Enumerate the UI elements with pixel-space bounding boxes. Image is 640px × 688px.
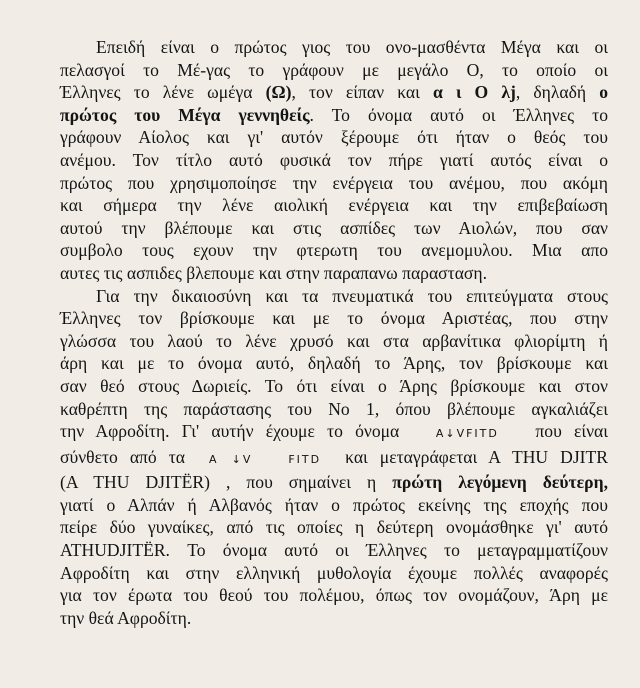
p1-line-8: και σήμερα την λένε αιολική ενέργεια και την επιβεβαίωση (60, 195, 608, 216)
p1-line-10: συμβολο τους εχουν την φτερωτη του ανεμομυλου. Μια απο (60, 240, 608, 261)
p2-line-7-end: που είναι (535, 421, 609, 442)
ancient-script-name: A↓VFITD (435, 427, 499, 441)
p1-line-6: ανέμου. Τον τίτλο αυτό φυσικά τον πήρε γιατί αυτός είναι ο (60, 149, 608, 170)
reverse-side-bleed-bottom (170, 664, 640, 688)
p2-line-2: Έλληνες τον βρίσκουμε και με το όνομα Αριστέας, που στην (60, 308, 608, 329)
p1-after-aoli: , δηλαδή (515, 82, 600, 103)
p2-line-5: σαν θεό στους Δωριείς. Το ότι είναι ο Άρης βρίσκουμε και στον (60, 375, 608, 396)
ancient-script-part2: FITD (288, 452, 322, 466)
p1-after-bold-line4: . Το όνομα αυτό οι Έλληνες το (309, 104, 608, 125)
p2-line-8 (60, 446, 608, 472)
p1-line-7: πρώτος που χρησιμοποίησε την ενέργεια του ανέμου, που ακόμη (60, 172, 608, 193)
p2-line-13: Αφροδίτη και στην ελληνική μυθολογία έχουμε πολλές αναφορές (60, 562, 608, 583)
p1-line-2: πελασγοί το Μέ-γας το γράφουν με μεγάλο Ο, το οποίο οι (60, 59, 608, 80)
document-page (60, 36, 608, 629)
p2-line-4: άρη και με το όνομα αυτό, δηλαδή το Άρης, τον βρίσκουμε και (60, 353, 608, 374)
first-born-bold: πρώτος του Μέγα γεννηθείς (60, 104, 310, 125)
p2-line-3: γλώσσα του λαού το λένε χρυσό και στα αρβανίτικα φλιορίμτη ή (60, 330, 608, 351)
paragraph-1 (60, 36, 608, 285)
p2-line-7-text: την Αφροδίτη. Γι' αυτήν έχουμε το όνομα (60, 421, 400, 442)
p1-line-9: αυτού την βλέπουμε και στις ασπίδες των Αιολών, που σαν (60, 217, 608, 238)
aoli-bold: α ι Ο λj (433, 82, 516, 103)
reverse-side-bleed-through (606, 60, 640, 660)
p2-line-7 (60, 420, 608, 446)
omega-bold: (Ω) (265, 82, 292, 103)
p2-line-1: Για την δικαιοσύνη και τα πνευματικά του επιτεύγματα στους (96, 285, 608, 306)
p2-line-10: γιατί ο Αλπάν ή Αλβανός ήταν ο πρώτος εκείνης της εποχής που (60, 494, 608, 515)
p1-line-3 (60, 81, 608, 104)
p2-line-11: πείρε δύο γυναίκες, από τις οποίες η δεύτερη ονομάσθηκε γι' αυτό (60, 517, 608, 538)
p2-line-12: ATHUDJITËR. Το όνομα αυτό οι Έλληνες το μεταγραμματίζουν (60, 540, 608, 561)
p2-line-9-text: (A THU DJITËR) , που σημαίνει η (60, 472, 377, 493)
o-bold: ο (599, 82, 608, 103)
p2-line-8-text: σύνθετο από τα (60, 446, 186, 467)
p2-line-9 (60, 471, 608, 494)
p2-line-15: την θεά Αφροδίτη. (60, 607, 192, 628)
p1-line-1: Επειδή είναι ο πρώτος γιος του ονο-μασθέντα Μέγα και οι (96, 37, 608, 57)
p2-line-14: για τον έρωτα του θεού του πολέμου, όπως τον ονομάζουν, Άρη με (60, 585, 608, 606)
p2-line-8-end: και μεταγράφεται Α THU DJITR (345, 446, 609, 467)
p1-line-5: γράφουν Αίολος και γι' αυτόν ξέρουμε ότι ήταν ο θεός του (60, 127, 608, 148)
p1-line-11: αυτες τις ασπιδες βλεπουμε και στην παραπανω παρασταση. (60, 262, 488, 283)
p1-line-4 (60, 104, 608, 127)
p1-after-omega: , τον είπαν και (291, 82, 433, 103)
p1-line-3-start: Έλληνες το λένε ωμέγα (60, 82, 266, 103)
p2-line-6: καθρέπτη της παράστασης του Νο 1, όπου βλέπουμε αγκαλιάζει (60, 398, 608, 419)
ancient-script-part1: A ↓V (209, 452, 253, 466)
paragraph-2 (60, 285, 608, 630)
first-called-second-bold: πρώτη λεγόμενη δεύτερη, (392, 472, 608, 493)
